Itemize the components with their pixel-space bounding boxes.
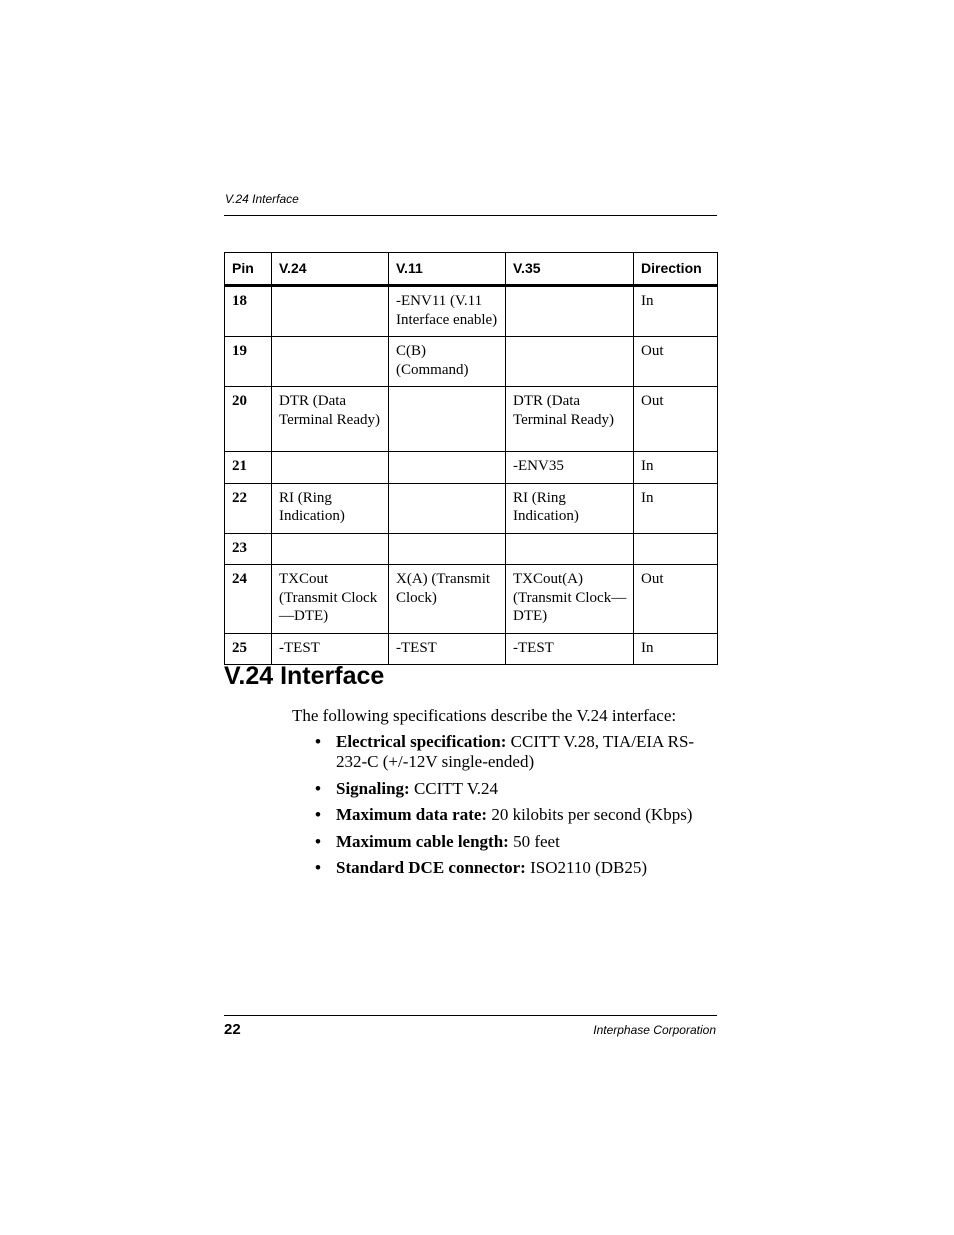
cell-v35 bbox=[506, 286, 634, 337]
spec-value: 50 feet bbox=[513, 831, 560, 851]
table-row bbox=[225, 533, 718, 565]
cell-v24 bbox=[272, 337, 389, 387]
list-item bbox=[314, 732, 714, 772]
cell-v35 bbox=[506, 533, 634, 565]
bullet-icon: • bbox=[315, 805, 321, 824]
column-header-v24: V.24 bbox=[272, 253, 389, 286]
cell-direction: In bbox=[634, 633, 718, 665]
cell-v24: -TEST bbox=[272, 633, 389, 665]
cell-pin: 25 bbox=[225, 633, 272, 665]
section-heading: V.24 Interface bbox=[224, 662, 385, 690]
cell-pin: 23 bbox=[225, 533, 272, 565]
cell-v11: -TEST bbox=[389, 633, 506, 665]
cell-v35: RI (Ring Indication) bbox=[506, 483, 634, 533]
cell-direction: In bbox=[634, 483, 718, 533]
bullet-icon: • bbox=[315, 831, 321, 851]
cell-direction: Out bbox=[634, 337, 718, 387]
column-header-pin: Pin bbox=[225, 253, 272, 286]
spec-term: Signaling: bbox=[336, 778, 410, 798]
cell-direction: Out bbox=[634, 387, 718, 452]
table-row bbox=[225, 337, 718, 387]
cell-v11 bbox=[389, 387, 506, 452]
cell-pin: 24 bbox=[225, 565, 272, 634]
company-name: Interphase Corporation bbox=[593, 1023, 716, 1037]
list-item bbox=[314, 805, 714, 825]
cell-v11 bbox=[389, 533, 506, 565]
spec-term: Standard DCE connector: bbox=[336, 858, 526, 877]
cell-pin: 22 bbox=[225, 483, 272, 533]
bullet-icon: • bbox=[315, 778, 321, 798]
list-item bbox=[314, 832, 714, 852]
spec-term: Maximum data rate: bbox=[336, 805, 488, 824]
header-divider bbox=[224, 215, 717, 216]
running-header: V.24 Interface bbox=[225, 192, 299, 206]
table-row bbox=[225, 286, 718, 337]
cell-v11 bbox=[389, 483, 506, 533]
cell-pin: 19 bbox=[225, 337, 272, 387]
list-item bbox=[314, 779, 714, 799]
cell-v11: X(A) (Transmit Clock) bbox=[389, 565, 506, 634]
list-item bbox=[314, 858, 714, 878]
cell-pin: 21 bbox=[225, 452, 272, 484]
spec-term: Maximum cable length: bbox=[336, 831, 509, 851]
pinout-table bbox=[224, 252, 718, 665]
bullet-icon: • bbox=[315, 732, 321, 751]
table-row bbox=[225, 452, 718, 484]
table-header-row bbox=[225, 253, 718, 286]
spec-value: ISO2110 (DB25) bbox=[530, 858, 648, 877]
intro-paragraph: The following specifications describe the V.24 interface: bbox=[292, 706, 677, 725]
table-row bbox=[225, 387, 718, 452]
cell-v35: DTR (Data Terminal Ready) bbox=[506, 387, 634, 452]
bullet-icon: • bbox=[315, 858, 321, 877]
cell-v35: TXCout(A) (Transmit Clock—DTE) bbox=[506, 565, 634, 634]
cell-v24: RI (Ring Indication) bbox=[272, 483, 389, 533]
cell-v24 bbox=[272, 452, 389, 484]
cell-pin: 20 bbox=[225, 387, 272, 452]
column-header-v35: V.35 bbox=[506, 253, 634, 286]
page-number: 22 bbox=[224, 1021, 241, 1038]
footer-divider bbox=[224, 1015, 717, 1016]
spec-value: 20 kilobits per second (Kbps) bbox=[491, 805, 693, 824]
cell-v11 bbox=[389, 452, 506, 484]
cell-v35 bbox=[506, 337, 634, 387]
column-header-v11: V.11 bbox=[389, 253, 506, 286]
spec-value: CCITT V.28, TIA/EIA RS-232-C (+/-12V single-ended) bbox=[336, 732, 695, 771]
column-header-direction: Direction bbox=[634, 253, 718, 286]
cell-direction bbox=[634, 533, 718, 565]
cell-v24 bbox=[272, 533, 389, 565]
cell-direction: In bbox=[634, 286, 718, 337]
cell-pin: 18 bbox=[225, 286, 272, 337]
cell-v24 bbox=[272, 286, 389, 337]
spec-list bbox=[314, 732, 714, 885]
table-row bbox=[225, 483, 718, 533]
cell-v35: -TEST bbox=[506, 633, 634, 665]
spec-value: CCITT V.24 bbox=[413, 778, 499, 798]
spec-term: Electrical specification: bbox=[336, 732, 507, 751]
cell-v11: -ENV11 (V.11 Interface enable) bbox=[389, 286, 506, 337]
cell-v35: -ENV35 bbox=[506, 452, 634, 484]
cell-direction: Out bbox=[634, 565, 718, 634]
cell-v11: C(B) (Command) bbox=[389, 337, 506, 387]
table-row bbox=[225, 565, 718, 634]
cell-v24: DTR (Data Terminal Ready) bbox=[272, 387, 389, 452]
cell-direction: In bbox=[634, 452, 718, 484]
cell-v24: TXCout (Transmit Clock—DTE) bbox=[272, 565, 389, 634]
